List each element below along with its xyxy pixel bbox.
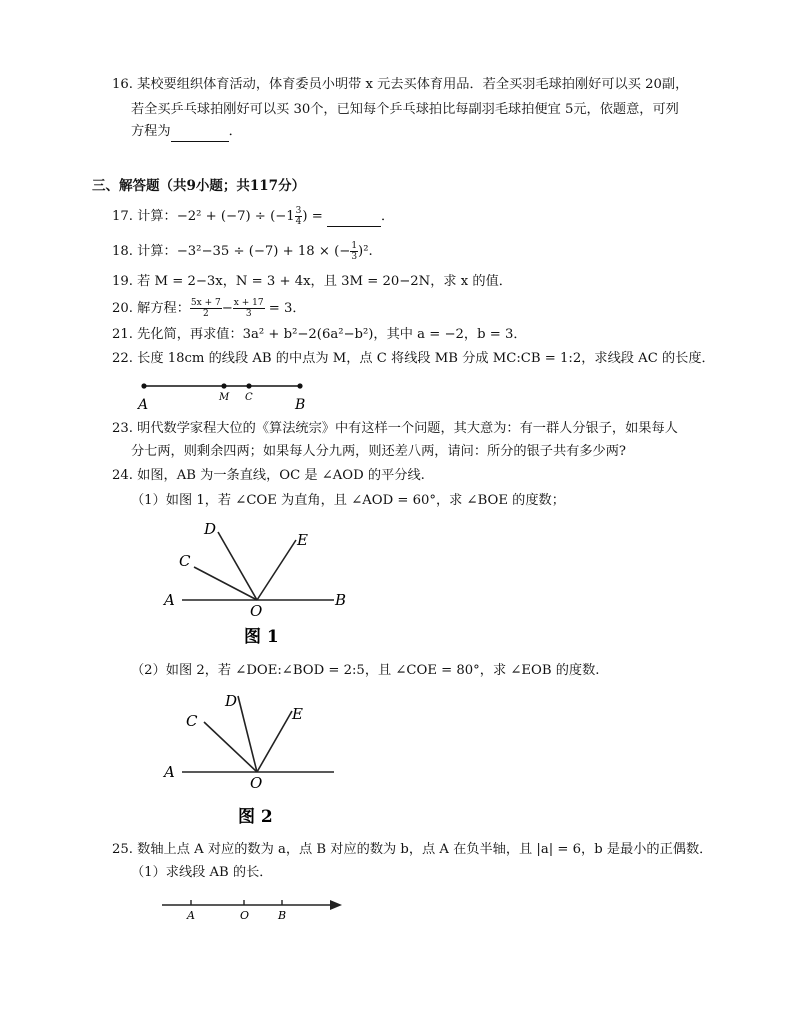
q18-prefix: 18. 计算：−3²−35 ÷ (−7) + 18 × [112, 244, 335, 259]
fig2-caption: 图 2 [238, 807, 273, 827]
q25-line1: 25. 数轴上点 A 对应的数为 a，点 B 对应的数为 b，点 A 在负半轴，且 |a| = 6，b 是最小的正偶数． [112, 842, 713, 857]
q17: 17. 计算：−2² + (−7) ÷ (−1 $\frac{3}{4}$ ) = ． [112, 206, 395, 227]
q18-num: 1 [351, 241, 358, 251]
ray-oe [257, 711, 292, 772]
q20-num2: x + 17 [233, 298, 264, 308]
q24-line1: 24. 如图，AB 为一条直线，OC 是 ∠AOD 的平分线. [112, 468, 425, 483]
q22-segment-figure [130, 375, 320, 415]
q18-close: )² [358, 244, 369, 259]
section-title: 三、解答题（共9小题；共117分） [92, 178, 306, 194]
q18-den: 3 [351, 252, 358, 262]
q19: 19. 若 M = 2−3x，N = 3 + 4x，且 3M = 20−2N，求 x 的值． [112, 274, 512, 289]
q17-close: ) [302, 209, 308, 224]
q20-fraction-2 [233, 298, 265, 319]
ray-oc [204, 722, 257, 772]
q16-line3: 方程为 ． [131, 123, 242, 142]
fig2-label-d: D [225, 692, 238, 710]
label-m: M [219, 392, 230, 403]
axis-arrow [330, 900, 342, 910]
q20-den2: 3 [245, 309, 252, 319]
q17-den: 4 [295, 217, 302, 227]
q20-num1: 5x + 7 [190, 298, 221, 308]
q22: 22. 长度 18cm 的线段 AB 的中点为 M，点 C 将线段 MB 分成 MC:CB = 1:2，求线段 AC 的长度． [112, 351, 715, 366]
q16-line3-text: 方程为 [131, 124, 171, 139]
label-c: C [245, 392, 253, 403]
nl-label-a: A [187, 909, 195, 922]
q25-part1: （1）求线段 AB 的长． [131, 865, 273, 880]
fig1-label-c: C [179, 552, 191, 570]
q17-num: 3 [295, 206, 302, 216]
q23-line1: 23. 明代数学家程大位的《算法统宗》中有这样一个问题，其大意为：有一群人分银子，如果每人 [112, 421, 678, 436]
fig2-label-a: A [164, 763, 175, 781]
q20 [112, 298, 306, 319]
nl-label-b: B [278, 909, 287, 922]
q17-suffix: = [307, 209, 327, 224]
fig2-label-c: C [186, 712, 198, 730]
point-m [221, 383, 226, 388]
fig1-label-d: D [204, 520, 217, 538]
q24-part2: （2）如图 2，若 ∠DOE:∠BOD = 2:5，且 ∠COE = 80°，求 ∠EOB 的度数. [131, 663, 600, 678]
point-a [141, 383, 146, 388]
fig2-label-o: O [250, 774, 263, 792]
figure-2 [162, 684, 362, 834]
q18-suffix: . [368, 244, 373, 259]
q18 [112, 241, 373, 262]
q16-line1: 16. 某校要组织体育活动，体育委员小明带 x 元去买体育用品．若全买羽毛球拍刚好可以买 20副， [112, 77, 689, 92]
point-b [297, 383, 302, 388]
q20-suffix: = 3． [264, 301, 306, 316]
fig2-label-e: E [292, 705, 303, 723]
q17-mixed: (−1 [270, 209, 295, 224]
answer-blank [327, 208, 381, 227]
answer-blank [171, 123, 229, 142]
fig1-label-o: O [250, 602, 263, 620]
nl-label-o: O [240, 909, 250, 922]
q24-part1: （1）如图 1，若 ∠COE 为直角，且 ∠AOD = 60°，求 ∠BOE 的度数； [131, 493, 565, 508]
q18-open: (− [334, 244, 351, 259]
q23-line2: 分七两，则剩余四两；如果每人分九两，则还差八两，请问：所分的银子共有多少两? [131, 444, 627, 459]
q16-line2: 若全买乒乓球拍刚好可以买 30个，已知每个乒乓球拍比每副羽毛球拍便宜 5元，依题意，可列 [131, 102, 679, 117]
fig1-label-b: B [335, 591, 347, 609]
fig1-label-a: A [164, 591, 175, 609]
q17-prefix: 17. 计算：−2² + (−7) ÷ [112, 209, 271, 224]
q20-fraction-1 [190, 298, 222, 319]
point-c [246, 383, 251, 388]
q21: 21. 先化简，再求值：3a² + b²−2(6a²−b²)，其中 a = −2，b = 3． [112, 327, 527, 342]
q20-prefix: 20. 解方程： [112, 301, 190, 316]
fig1-label-e: E [297, 531, 308, 549]
q18-fraction [350, 241, 358, 262]
fig1-caption: 图 1 [244, 627, 279, 647]
figure-1 [162, 512, 362, 652]
q25-number-line [160, 892, 350, 922]
ray-oe [257, 540, 296, 600]
ray-od [238, 696, 257, 772]
label-a: A [138, 397, 149, 413]
label-b: B [295, 397, 306, 413]
q20-den1: 2 [202, 309, 209, 319]
q20-minus: − [221, 301, 233, 316]
